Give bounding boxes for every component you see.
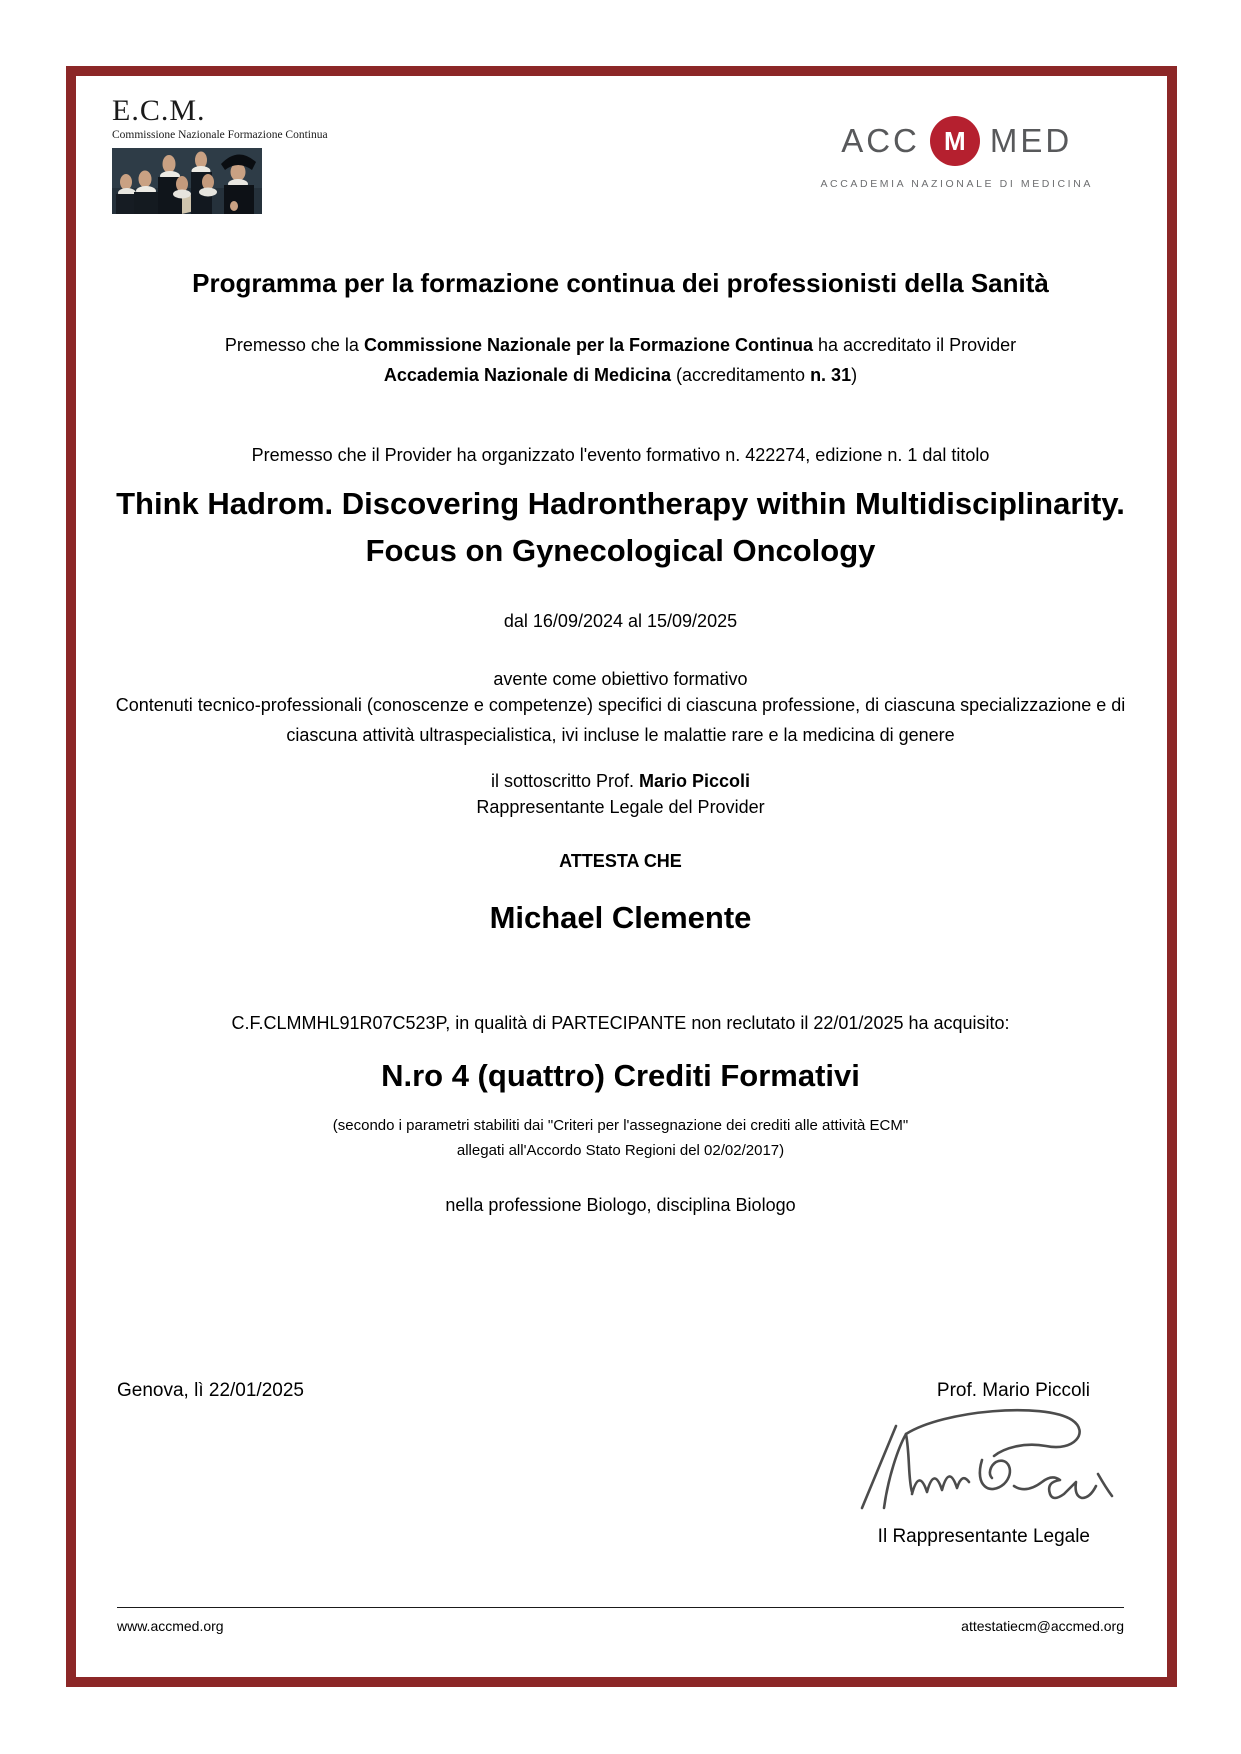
premise1-post: ha accreditato il Provider <box>813 335 1017 355</box>
objective-text: Contenuti tecnico-professionali (conoscenze e competenze) specifici di ciascuna professione, di ciascuna specializzazione e di ciascuna attività ultraspecialistica, ivi incluse le malattie rare e la medicina di genere <box>115 695 1126 745</box>
event-dates: dal 16/09/2024 al 15/09/2025 <box>503 611 738 631</box>
objective-label: avente come obiettivo formativo <box>493 669 748 689</box>
participant-name: Michael Clemente <box>489 900 752 935</box>
accmed-logo <box>820 116 1093 190</box>
footer <box>117 1618 1124 1634</box>
ecm-logo <box>112 94 372 214</box>
accmed-med-text: MED <box>989 122 1073 159</box>
premise1-pre: Premesso che la <box>224 335 364 355</box>
credits-line: N.ro 4 (quattro) Crediti Formativi <box>381 1058 860 1093</box>
signature-image <box>854 1408 1119 1516</box>
premise2-mid: (accreditamento <box>671 365 811 385</box>
event-intro: Premesso che il Provider ha organizzato l'evento formativo n. 422274, edizione n. 1 dal titolo <box>251 445 990 465</box>
ecm-logo-subtitle: Commissione Nazionale Formazione Continua <box>112 129 328 141</box>
accmed-m-circle-icon <box>930 116 980 166</box>
footer-email: attestatiecm@accmed.org <box>961 1618 1124 1634</box>
premise-line-2 <box>78 360 1163 390</box>
event-title: Think Hadrom. Discovering Hadrontherapy within Multidisciplinarity. Focus on Gynecological Oncology <box>116 486 1125 568</box>
ecm-painting-image <box>112 148 262 214</box>
fiscal-code-line: C.F.CLMMHL91R07C523P, in qualità di PARTECIPANTE non reclutato il 22/01/2025 ha acquisito: <box>231 1013 1010 1033</box>
accmed-m-letter: M <box>944 125 966 156</box>
signer-bold: Mario Piccoli <box>639 771 751 791</box>
signature-name: Prof. Mario Piccoli <box>936 1380 1090 1401</box>
signer-role: Rappresentante Legale del Provider <box>476 797 765 817</box>
attesta-che-label: ATTESTA CHE <box>559 851 682 871</box>
profession-line: nella professione Biologo, disciplina Biologo <box>445 1195 796 1215</box>
accmed-logo-row <box>820 116 1093 166</box>
ecm-logo-title: E.C.M. <box>112 94 206 127</box>
footer-website: www.accmed.org <box>117 1618 224 1634</box>
footer-divider <box>117 1607 1124 1608</box>
signer-pre: il sottoscritto Prof. <box>490 771 639 791</box>
credits-note-2: allegati all'Accordo Stato Regioni del 02/02/2017) <box>456 1142 785 1159</box>
accmed-acc-text: ACC <box>841 122 920 159</box>
accmed-logo-subtitle: ACCADEMIA NAZIONALE DI MEDICINA <box>820 178 1093 190</box>
credits-note-1: (secondo i parametri stabiliti dai "Criteri per l'assegnazione dei crediti alle attività ECM" <box>332 1117 909 1134</box>
signature-role: Il Rappresentante Legale <box>877 1526 1090 1547</box>
premise2-post: ) <box>851 365 858 385</box>
premise-line-1 <box>78 330 1163 360</box>
premise1-bold: Commissione Nazionale per la Formazione Continua <box>363 335 814 355</box>
document-title: Programma per la formazione continua dei professionisti della Sanità <box>192 268 1049 298</box>
premise2-bold: Accademia Nazionale di Medicina <box>383 365 671 385</box>
place-date: Genova, lì 22/01/2025 <box>117 1380 304 1401</box>
premise2-bold2: n. 31 <box>810 365 852 385</box>
